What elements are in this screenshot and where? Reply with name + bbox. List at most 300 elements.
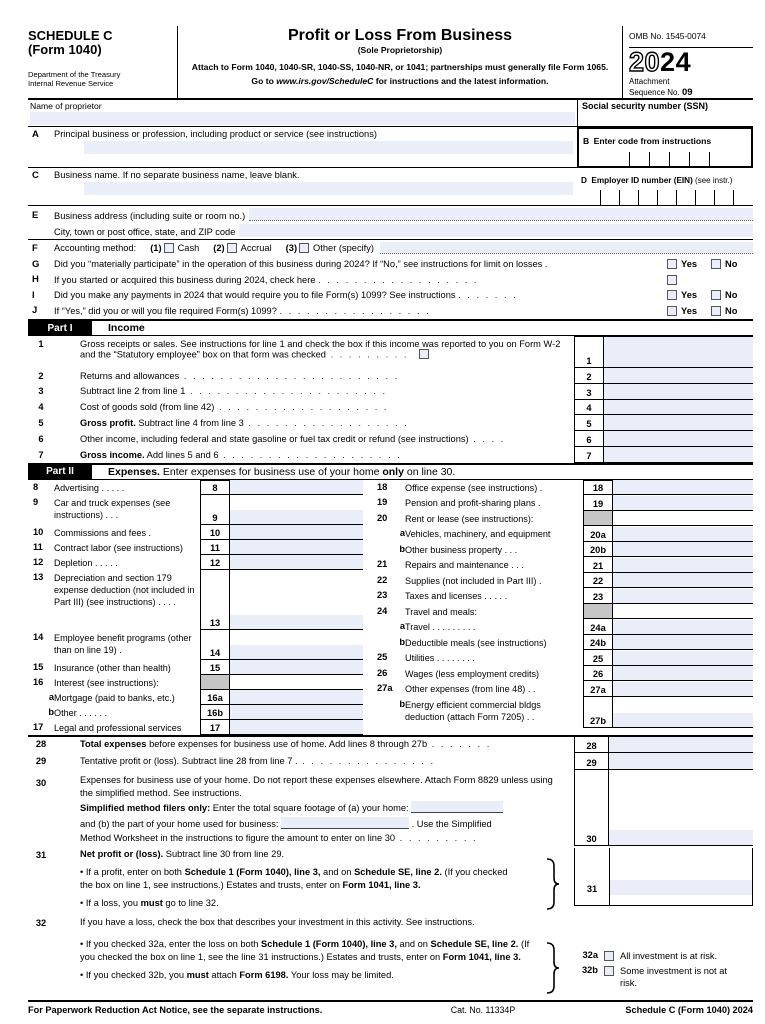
line-label: Subtract line 2 from line 1 . . . . . . . . . . . . . . . . . . . . . . (80, 386, 388, 397)
expense-number-box: 14 (200, 630, 230, 660)
expense-number-box: 15 (200, 660, 230, 675)
expense-row (375, 681, 753, 697)
expense-amount-cell (613, 635, 753, 651)
omb-number: OMB No. 1545-0074 (629, 26, 753, 48)
line-30-amount-field[interactable] (609, 830, 753, 845)
expense-amount-cell (230, 720, 363, 735)
expense-label: Supplies (not included in Part III) . (405, 575, 542, 586)
expense-amount-field[interactable] (613, 527, 753, 541)
income-row (28, 368, 753, 384)
line-e-label2: City, town or post office, state, and ZIP code (54, 226, 236, 237)
code-digit-cell[interactable] (669, 152, 689, 166)
expense-line-number: 13 (33, 571, 44, 582)
expense-label: Wages (less employment credits) (405, 668, 540, 679)
expense-label: Repairs and maintenance . . . (405, 560, 524, 571)
line-30-worksheet: Method Worksheet in the instructions to figure the amount to enter on line 30 . . . . . . . . . (80, 832, 478, 843)
line-32-body (54, 916, 546, 994)
line-31-amount-field[interactable] (610, 880, 752, 895)
name-of-proprietor (28, 100, 577, 126)
expense-row (375, 650, 753, 666)
expense-row (28, 690, 363, 705)
expense-line-number: 15 (33, 661, 44, 672)
expense-number-box: 13 (200, 570, 230, 630)
expense-label: Depreciation and section 179 expense deduction (not included in Part III) (see instructions) . . . . (54, 572, 195, 607)
code-digit-cell[interactable] (609, 152, 629, 166)
line-number-box: 2 (574, 368, 604, 384)
expense-line-number: 21 (377, 559, 388, 570)
city-state-zip-input[interactable] (239, 224, 753, 237)
line-d-ein-input[interactable] (581, 190, 753, 205)
accrual-checkbox[interactable] (227, 243, 237, 253)
expense-amount-field[interactable] (230, 705, 363, 719)
expense-line-number: a (399, 528, 405, 539)
expense-line-number: 17 (33, 721, 44, 732)
expense-amount-cell (613, 604, 753, 620)
expense-row (375, 495, 753, 511)
line-j-no: No (709, 306, 753, 316)
line-number-box: 6 (574, 431, 604, 447)
expense-amount-cell (613, 542, 753, 558)
expense-row (28, 480, 363, 495)
all-investment-at-risk-checkbox[interactable] (604, 951, 614, 961)
expense-number-box (583, 604, 613, 620)
line-number: 5 (38, 417, 44, 428)
other-specify-input[interactable] (380, 242, 753, 254)
part1-badge: Part I (28, 321, 92, 335)
business-address-input[interactable] (249, 208, 753, 221)
expense-label: Interest (see instructions): (54, 677, 159, 688)
line-i-no: No (709, 290, 753, 300)
expense-row (28, 555, 363, 570)
line-a (28, 127, 577, 168)
line-30-body (54, 774, 574, 846)
expense-amount-field[interactable] (230, 525, 363, 539)
line-28-box: 28 (574, 737, 609, 754)
part2-title: Expenses. Enter expenses for business use of your home only on line 30. (108, 465, 456, 478)
income-table (28, 336, 753, 462)
opt2-num: (2) (213, 243, 225, 254)
line-f-letter: F (32, 242, 38, 254)
home-sqft-input[interactable] (411, 801, 503, 813)
line-32-bullet2: • If you checked 32b, you must attach Form 6198. Your loss may be limited. (80, 969, 394, 980)
ein-digit-cell[interactable] (714, 190, 733, 205)
line-29-box: 29 (574, 753, 609, 770)
line-g (28, 256, 753, 272)
line-29-label: Tentative profit or (loss). Subtract line 28 from line 7 . . . . . . . . . . . . . . . . (80, 755, 436, 766)
expense-row (375, 635, 753, 651)
expense-amount-cell (613, 573, 753, 589)
line-g-yes: Yes (665, 259, 709, 269)
expense-row (375, 480, 753, 496)
income-row (28, 336, 753, 368)
expense-row (28, 720, 363, 735)
expense-line-number: 25 (377, 652, 388, 663)
line-j (28, 303, 753, 320)
line-j-question: If “Yes,” did you or will you file required Form(s) 1099? . . . . . . . . . . . . . . . . . (54, 305, 431, 316)
line-b-box (577, 127, 753, 168)
line-h-question: If you started or acquired this business during 2024, check here . . . . . . . . . . . . . . . . . . (54, 274, 479, 285)
expense-amount-field[interactable] (613, 620, 753, 634)
line-j-yes: Yes (665, 306, 709, 316)
expense-line-number: 18 (377, 481, 388, 492)
expense-row (375, 588, 753, 604)
line-29 (28, 753, 753, 770)
ein-digit-cell[interactable] (733, 190, 752, 205)
expense-label: Contract labor (see instructions) (54, 542, 183, 553)
line-number-box: 7 (574, 447, 604, 463)
expense-amount-field[interactable] (230, 540, 363, 554)
line-e-label1: Business address (including suite or room no.) (54, 210, 246, 221)
income-row (28, 431, 753, 447)
expense-number-box: 24a (583, 619, 613, 635)
line-number: 3 (38, 386, 44, 397)
expense-label: Insurance (other than health) (54, 662, 171, 673)
line-31-box: 31 (574, 848, 753, 906)
expense-amount-field[interactable] (230, 690, 363, 704)
part2-header (28, 463, 753, 480)
expense-number-box: 19 (583, 495, 613, 511)
line-a-input[interactable] (84, 141, 573, 154)
expense-line-number: 10 (33, 526, 44, 537)
expense-label: Pension and profit-sharing plans . (405, 498, 541, 509)
expense-row (28, 570, 363, 630)
expense-line-number: a (399, 621, 405, 632)
g-no-checkbox[interactable] (711, 259, 721, 269)
expense-line-number: 9 (33, 496, 39, 507)
amount-field[interactable] (604, 336, 753, 368)
expense-number-box: 20b (583, 542, 613, 558)
expense-amount-field[interactable] (613, 480, 753, 494)
expense-number-box: 8 (200, 480, 230, 495)
expense-row (375, 557, 753, 573)
line-d-box (577, 168, 753, 206)
line-c-letter: C (32, 169, 39, 181)
line-label: Cost of goods sold (from line 42) . . . . . . . . . . . . . . . . . . . (80, 402, 389, 413)
code-digit-cell[interactable] (629, 152, 649, 166)
income-row (28, 400, 753, 416)
expense-row (375, 604, 753, 620)
expense-amount-field[interactable] (613, 651, 753, 665)
expense-number-box (583, 511, 613, 527)
expense-amount-cell (613, 511, 753, 527)
expense-row (28, 540, 363, 555)
attachment-sequence: Attachment Sequence No. 09 (629, 77, 693, 98)
line-c-label: Business name. If no separate business name, leave blank. (54, 169, 300, 180)
row-a-b (28, 127, 753, 168)
line-g-letter: G (32, 258, 40, 270)
expense-amount-cell (613, 480, 753, 496)
form-subtitle: (Sole Proprietorship) (357, 45, 443, 55)
line-32-brace (546, 916, 562, 994)
catalog-number: Cat. No. 11334P (450, 1004, 516, 1015)
line-i-letter: I (32, 289, 35, 301)
line-label: Gross receipts or sales. See instructions for line 1 and check the box if this income was reported to you on Form W-2 and the “Statutory employee” box on that form was checked . . . . . . . . . (80, 338, 561, 360)
form-footer (28, 1000, 753, 1015)
expense-row (28, 660, 363, 675)
expense-amount-cell (613, 681, 753, 697)
line-number-box: 4 (574, 400, 604, 416)
line-d-label-note: (see instr.) (692, 175, 733, 185)
schedule-label: SCHEDULE C (28, 28, 113, 43)
expense-label: Car and truck expenses (see instructions) . . . (54, 497, 171, 520)
expense-row (375, 511, 753, 527)
income-row (28, 384, 753, 400)
expense-amount-field[interactable] (613, 666, 753, 680)
line-b-code-input[interactable] (609, 152, 751, 166)
expense-label: Office expense (see instructions) . (405, 482, 543, 493)
expense-line-number: 16 (33, 676, 44, 687)
other-checkbox[interactable] (299, 243, 309, 253)
ein-digit-cell[interactable] (619, 190, 638, 205)
expense-line-number: b (399, 698, 405, 709)
ein-digit-cell[interactable] (695, 190, 714, 205)
expense-amount-cell (230, 675, 363, 690)
line-f-label: Accounting method: (54, 243, 137, 254)
business-sqft-input[interactable] (281, 817, 409, 829)
code-digit-cell[interactable] (689, 152, 709, 166)
line-a-label: Principal business or profession, including product or service (see instructions) (54, 128, 377, 139)
line-31-bullet2: • If a loss, you must go to line 32. (80, 897, 219, 908)
line-b-label: Enter code from instructions (593, 135, 712, 146)
expense-amount-field[interactable] (230, 555, 363, 569)
expense-amount-cell (613, 619, 753, 635)
expense-row (375, 526, 753, 542)
expense-amount-cell (613, 557, 753, 573)
dept-line1: Department of the Treasury (28, 69, 121, 79)
form-header (28, 26, 753, 100)
expense-amount-field[interactable] (230, 720, 363, 734)
expense-line-number: 11 (33, 541, 43, 552)
line-i-yes: Yes (665, 290, 709, 300)
expense-line-number: b (48, 706, 54, 717)
line-30-amount-cell (609, 770, 753, 846)
ein-digit-cell[interactable] (581, 190, 600, 205)
j-no-checkbox[interactable] (711, 306, 721, 316)
expense-amount-cell (230, 570, 363, 630)
expense-number-box: 16a (200, 690, 230, 705)
expense-amount-field[interactable] (613, 713, 753, 727)
line-label: Gross income. Add lines 5 and 6 . . . . . . . . . . . . . . . . . . . . (80, 449, 402, 460)
line-number: 32 (35, 917, 47, 928)
line-a-letter: A (32, 128, 39, 140)
line-number: 1 (38, 338, 44, 349)
line-i-question: Did you make any payments in 2024 that would require you to file Form(s) 1099? See instructions . . . . . . . (54, 290, 518, 301)
part1-title: Income (108, 322, 145, 335)
line-29-amount[interactable] (609, 753, 753, 770)
expense-line-number: 12 (33, 556, 44, 567)
expense-number-box: 25 (583, 650, 613, 666)
line-c-input[interactable] (84, 182, 573, 195)
expense-amount-field[interactable] (230, 510, 363, 524)
j-yes-checkbox[interactable] (667, 306, 677, 316)
expense-amount-field[interactable] (613, 635, 753, 649)
form-header-right (623, 26, 753, 98)
expense-row (28, 705, 363, 720)
expense-number-box: 16b (200, 705, 230, 720)
expense-number-box: 27b (583, 697, 613, 728)
expense-number-box: 12 (200, 555, 230, 570)
code-digit-cell[interactable] (709, 152, 729, 166)
expense-line-number: 22 (377, 574, 388, 585)
expense-amount-field[interactable] (613, 573, 753, 587)
expense-number-box: 23 (583, 588, 613, 604)
expense-number-box: 26 (583, 666, 613, 682)
ein-digit-cell[interactable] (638, 190, 657, 205)
expense-amount-field[interactable] (230, 660, 363, 674)
expense-amount-field[interactable] (230, 615, 363, 629)
expense-amount-cell (613, 650, 753, 666)
form-header-left (28, 26, 178, 98)
code-digit-cell[interactable] (649, 152, 669, 166)
expense-line-number: b (399, 636, 405, 647)
amount-field[interactable] (604, 384, 753, 400)
expense-label: Commissions and fees . (54, 527, 152, 538)
line-30-box: 30 (574, 770, 609, 846)
line-31-body (54, 848, 546, 910)
line-label: Gross profit. Subtract line 4 from line 3 . . . . . . . . . . . . . . . . . . (80, 417, 409, 428)
ein-digit-cell[interactable] (600, 190, 619, 205)
expense-label: Other expenses (from line 48) . . (405, 684, 536, 695)
ein-digit-cell[interactable] (657, 190, 676, 205)
line-d-letter: D (581, 175, 587, 185)
expense-line-number: b (399, 543, 405, 554)
line-30-paragraph: Expenses for business use of your home. Do not report these expenses elsewhere. Attach Form 8829 unless using the simplified method. See instructions. (80, 774, 553, 799)
name-input[interactable] (30, 112, 575, 125)
expense-number-box: 22 (583, 573, 613, 589)
expense-amount-field[interactable] (230, 480, 363, 494)
line-number: 28 (35, 739, 47, 750)
expense-row (375, 573, 753, 589)
expense-label: Other business property . . . (405, 544, 518, 555)
line-number: 2 (38, 370, 44, 381)
form-number: (Form 1040) (28, 42, 102, 58)
expense-amount-field[interactable] (230, 645, 363, 659)
i-yes-checkbox[interactable] (667, 290, 677, 300)
line-number-box: 3 (574, 384, 604, 400)
expense-amount-field[interactable] (613, 682, 753, 696)
line-31 (28, 848, 753, 910)
amount-field[interactable] (604, 400, 753, 416)
line-h-letter: H (32, 274, 39, 286)
expense-label: Vehicles, machinery, and equipment (405, 529, 551, 540)
expense-line-number: 14 (33, 631, 44, 642)
expense-line-number: 23 (377, 590, 388, 601)
year-outline: 20 (629, 47, 661, 77)
g-yes-checkbox[interactable] (667, 259, 677, 269)
expense-label: Deductible meals (see instructions) (405, 637, 547, 648)
expense-amount-cell (230, 660, 363, 675)
line-d-label: Employer ID number (EIN) (591, 175, 693, 185)
expense-number-box: 17 (200, 720, 230, 735)
expense-row (375, 697, 753, 728)
ssn-label: Social security number (SSN) (582, 100, 709, 111)
line-28-amount[interactable] (609, 737, 753, 754)
expense-number-box: 20a (583, 526, 613, 542)
expense-line-number: 27a (377, 683, 393, 694)
expense-amount-field[interactable] (613, 589, 753, 603)
expense-label: Depletion . . . . . (54, 557, 118, 568)
expense-label: Travel . . . . . . . . . (405, 622, 476, 633)
cash-checkbox[interactable] (164, 243, 174, 253)
expenses-grid (28, 480, 753, 737)
line-c (28, 168, 577, 206)
expense-number-box: 21 (583, 557, 613, 573)
line-28 (28, 737, 753, 754)
attach-instruction: Attach to Form 1040, 1040-SR, 1040-SS, 1040-NR, or 1041; partnerships must generally file Form 1065. (191, 62, 609, 72)
expense-line-number: 26 (377, 667, 388, 678)
ein-digit-cell[interactable] (676, 190, 695, 205)
line-number-box: 1 (574, 336, 604, 368)
some-investment-not-at-risk-checkbox[interactable] (604, 966, 614, 976)
expense-line-number: 20 (377, 512, 388, 523)
line-j-letter: J (32, 305, 38, 317)
expense-label: Legal and professional services (54, 722, 182, 733)
expense-label: Utilities . . . . . . . . (405, 653, 475, 664)
h-checkbox[interactable] (667, 275, 677, 285)
line-number: 7 (38, 449, 44, 460)
paperwork-notice: For Paperwork Reduction Act Notice, see the separate instructions. (28, 1004, 323, 1015)
expense-amount-field[interactable] (613, 542, 753, 556)
expense-line-number: a (48, 691, 54, 702)
amount-field[interactable] (604, 368, 753, 384)
line-number: 6 (38, 433, 44, 444)
line-e (28, 206, 753, 240)
expense-amount-cell (230, 540, 363, 555)
expense-number-box: 10 (200, 525, 230, 540)
accrual-label: Accrual (240, 243, 272, 254)
expense-row (28, 630, 363, 660)
line-31-bullet1: • If a profit, enter on both Schedule 1 (Form 1040), line 3, and on Schedule SE, line 2. (If you checked the box on line 1, see instructions.) Estates and trusts, enter on Form 1041, line 3. (80, 866, 508, 890)
expense-label: Mortgage (paid to banks, etc.) (54, 692, 175, 703)
amount-field[interactable] (604, 415, 753, 431)
expense-amount-cell (230, 630, 363, 660)
expense-number-box: 24b (583, 635, 613, 651)
name-label: Name of proprietor (30, 100, 102, 111)
expense-amount-cell (230, 480, 363, 495)
part2-badge: Part II (28, 465, 92, 479)
row-c-d (28, 168, 753, 206)
statutory-employee-checkbox[interactable] (419, 349, 429, 359)
expense-row (28, 675, 363, 690)
name-ssn-row (28, 100, 753, 127)
line-30-simplified: Simplified method filers only: Enter the total square footage of (a) your home: (80, 801, 564, 815)
form-title: Profit or Loss From Business (287, 27, 513, 44)
part1-header (28, 319, 753, 336)
income-row (28, 447, 753, 463)
expense-amount-cell (230, 495, 363, 525)
line-28-label: Total expenses before expenses for business use of home. Add lines 8 through 27b . . . . . . . (80, 739, 492, 750)
expense-amount-field[interactable] (613, 496, 753, 510)
line-label: Returns and allowances . . . . . . . . . . . . . . . . . . . . . . . . (80, 370, 400, 381)
amount-field[interactable] (604, 431, 753, 447)
line-number: 30 (35, 777, 47, 788)
line-30 (28, 770, 753, 846)
expense-label: Travel and meals: (405, 606, 477, 617)
at-risk-options (574, 916, 753, 994)
amount-field[interactable] (604, 447, 753, 463)
expense-number-box: 27a (583, 681, 613, 697)
line-32-intro: If you have a loss, check the box that describes your investment in this activity. See instructions. (80, 916, 475, 927)
risk-option-32b: 32b Some investment is not at risk. (581, 965, 727, 989)
expense-amount-cell (613, 666, 753, 682)
line-number: 4 (38, 402, 44, 413)
line-e-letter: E (32, 209, 39, 221)
expense-amount-cell (230, 525, 363, 540)
expense-label: Energy efficient commercial bldgs deduction (attach Form 7205) . . (405, 699, 541, 722)
i-no-checkbox[interactable] (711, 290, 721, 300)
ssn-box (577, 100, 753, 126)
expense-amount-field[interactable] (613, 558, 753, 572)
